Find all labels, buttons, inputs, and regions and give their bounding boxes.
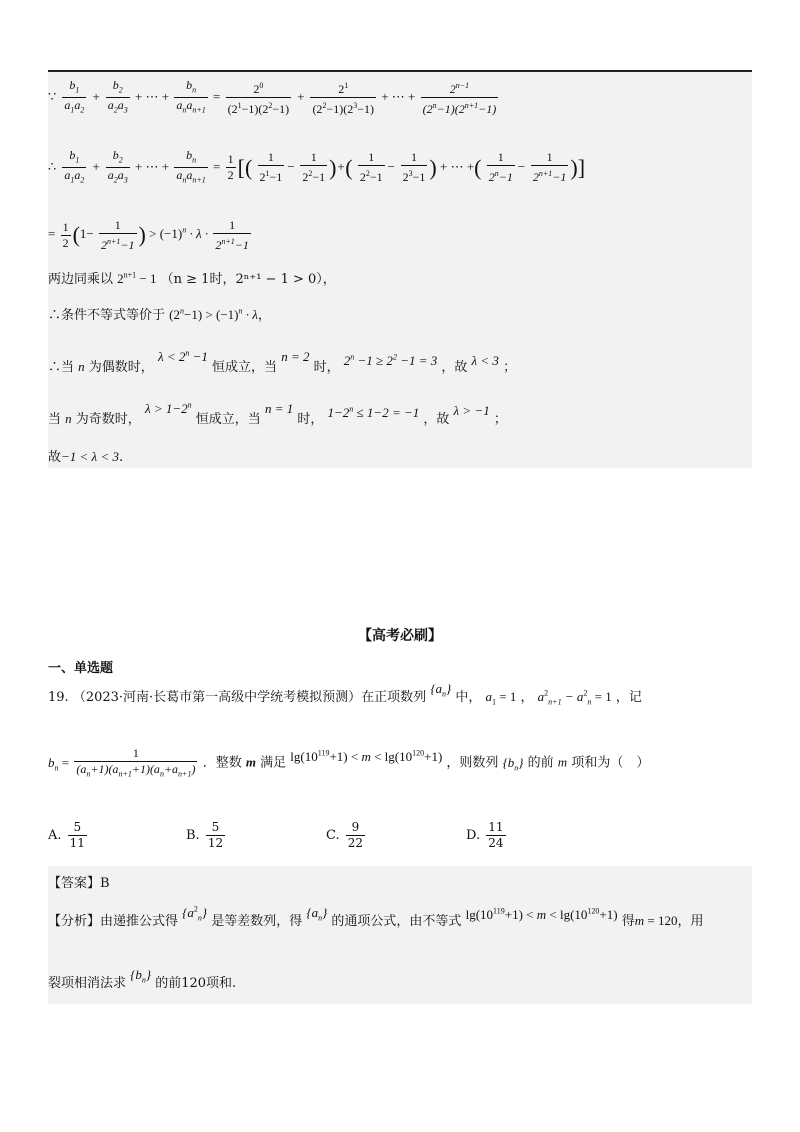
answer-options: [48, 820, 752, 860]
analysis-line-2: 裂项相消法求 $\{b_n\}$ 的前120项和.: [48, 967, 237, 991]
solution-line-3: = $\frac{1}{2}$ (1− $\frac{1}{2^{n+1}-1}$ ) > $(-1)^n \cdot \lambda$ · $\frac{1}{2^{n+1}-1}$: [48, 218, 249, 252]
answer-line: 【答案】B: [48, 876, 110, 891]
solution-line-1: ∵ $\frac{b_1}{a_1a_2}$ + $\frac{b_2}{a_2a_3}$ + ⋯ + $\frac{b_n}{a_na_{n+1}}$ = $\frac{2^0}{(2^1-1)(2^2-1)}$ + $\frac{2^1}{(2^2-1)(2^3-1)}$ + ⋯ + $\frac{2^{n-1}}{(2^n-1)(2^{n+1}-1)}$: [48, 78, 497, 117]
analysis-line-1: 【分析】由递推公式得 $\{a^2_n\}$ 是等差数列，得 $\{a_n\}$ 的通项公式，由不等式 $\lg(10^{119}+1) < m < \lg(10^{120}+1)$ 得m = 120，用: [48, 904, 704, 929]
solution-line-6: ∴当 n 为偶数时， $\lambda < 2^n -1$ 恒成立，当 n = 2 时， $2^n -1 \ge 2^2 -1 = 3$ ，故 λ < 3 ；: [48, 348, 517, 375]
solution-line-7: 当 n 为奇数时， $\lambda > 1-2^n$ 恒成立，当 n = 1 时， $1-2^n \le 1-2 = -1$ ，故 λ > −1 ；: [48, 400, 507, 427]
solution-line-2: ∴ $\frac{b_1}{a_1a_2}$ + $\frac{b_2}{a_2a_3}$ + ⋯ + $\frac{b_n}{a_na_{n+1}}$ = $\frac{1}{2}$ [( $\frac{1}{2^1-1}$ − $\frac{1}{2^2-1}$ )+( $\frac{1}{2^2-1}$ − $\frac{1}{2^3-1}$ ) + ⋯ +( $\frac{1}{2^n-1}$ − $\frac{1}{2^{n+1}-1}$ )]: [48, 148, 585, 188]
answer-box: [48, 866, 752, 1004]
solution-line-8: 故−1 < λ < 3.: [48, 449, 124, 465]
solution-box: [48, 72, 752, 468]
question-19-line-2: $b_n$ = $\frac{1}{(a_n+1)(a_{n+1}+1)(a_n+a_{n+1})}$ ．整数 m 满足 $\lg(10^{119}+1) < m < \lg(10^{120}+1)$ ，则数列 $\{b_n\}$ 的前 m 项和为（ ）: [48, 746, 649, 781]
option-c[interactable]: C. $\frac{9}{22}$: [326, 820, 364, 850]
option-d[interactable]: D. $\frac{11}{24}$: [466, 820, 504, 850]
option-b[interactable]: B. $\frac{5}{12}$: [186, 820, 224, 850]
question-number: 19.: [48, 690, 69, 705]
solution-line-5: ∴条件不等式等价于 $(2^n-1) > (-1)^n \cdot \lambda$，: [48, 306, 271, 323]
section-subhead: 一、单选题: [48, 661, 114, 676]
question-19-line-1: 19. （2023·河南·长葛市第一高级中学统考模拟预测）在正项数列 $\{a_n\}$ 中， $a_1 = 1$ ， $a^2_{n+1} - a^2_n = 1$ ，记: [48, 681, 642, 707]
option-a[interactable]: A. $\frac{5}{11}$: [48, 820, 85, 850]
section-title: 【高考必刷】: [358, 628, 442, 644]
solution-line-4: 两边同乘以 $2^{n+1} - 1$ （n ≥ 1时，2ⁿ⁺¹ − 1 > 0），: [48, 270, 336, 287]
